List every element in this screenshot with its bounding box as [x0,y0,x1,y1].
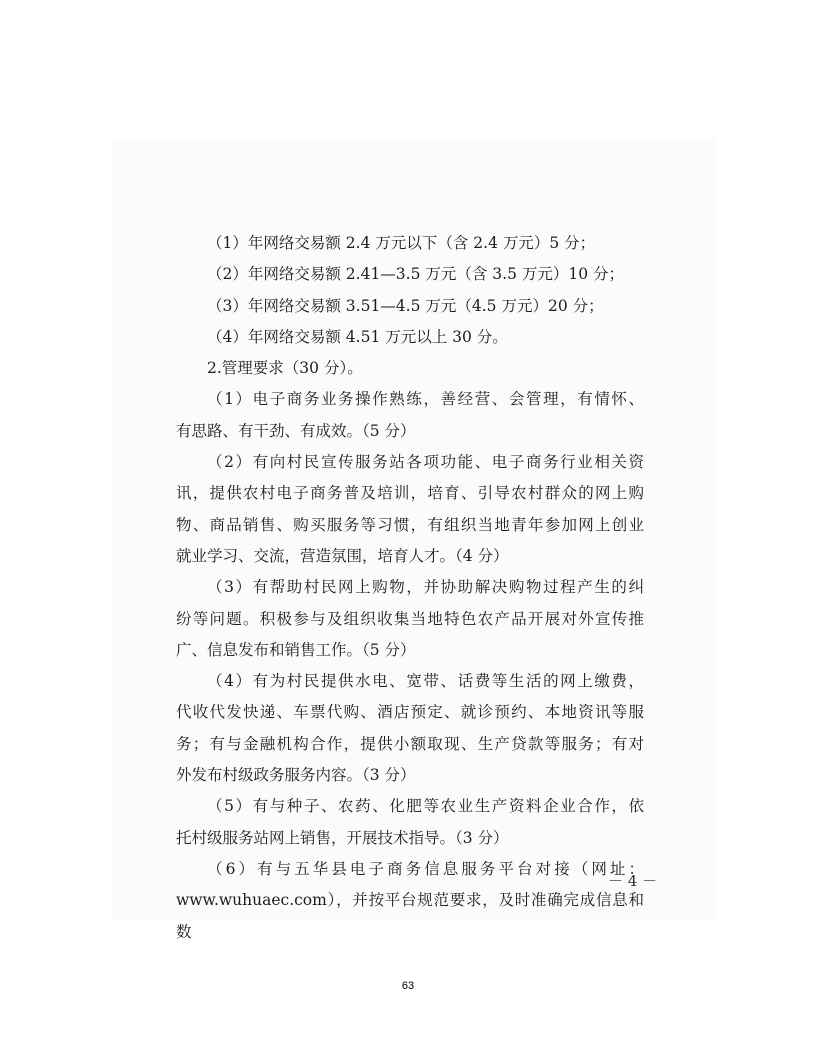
text-line: （1）年网络交易额 2.4 万元以下（含 2.4 万元）5 分； [207,234,596,252]
paragraph-line: （4）有为村民提供水电、宽带、话费等生活的网上缴费， [207,672,644,691]
section-heading: 2.管理要求（30 分）。 [207,359,363,378]
page-number: － 4 － [608,872,658,890]
paragraph-line: 广、信息发布和销售工作。（5 分） [176,640,416,659]
paragraph-line: 物、商品销售、购买服务等习惯，有组织当地青年参加网上创业 [176,515,644,534]
paragraph-line: （6）有与五华县电子商务信息服务平台对接（网址： [207,859,644,878]
document-body [176,228,644,948]
text-line: （2）年网络交易额 2.41—3.5 万元（含 3.5 万元）10 分； [207,265,625,284]
paragraph-line: 就业学习、交流，营造氛围，培育人才。（4 分） [176,546,509,565]
paragraph-line: 纷等问题。积极参与及组织收集当地特色农产品开展对外宣传推 [176,609,644,628]
footer-page-number: 63 [401,980,415,992]
paragraph-line: 托村级服务站网上销售，开展技术指导。（3 分） [176,828,509,847]
paragraph-line: 有思路、有干劲、有成效。（5 分） [176,421,416,440]
paragraph-line: www.wuhuaec.com），并按平台规范要求，及时准确完成信息和数 [176,891,644,941]
paragraph-line: （1）电子商务业务操作熟练，善经营、会管理，有情怀、 [207,390,644,409]
paragraph-line: （2）有向村民宣传服务站各项功能、电子商务行业相关资 [207,453,644,472]
text-line: （4）年网络交易额 4.51 万元以上 30 分。 [207,327,508,346]
paragraph-line: 代收代发快递、车票代购、酒店预定、就诊预约、本地资讯等服 [176,703,644,722]
paragraph-line: （3）有帮助村民网上购物，并协助解决购物过程产生的纠 [207,578,644,597]
paragraph-line: 外发布村级政务服务内容。（3 分） [176,766,416,785]
text-line: （3）年网络交易额 3.51—4.5 万元（4.5 万元）20 分； [207,296,604,315]
paragraph-line: （5）有与种子、农药、化肥等农业生产资料企业合作，依 [207,797,644,816]
paragraph-line: 讯，提供农村电子商务普及培训，培育、引导农村群众的网上购 [176,484,644,503]
paragraph-line: 务；有与金融机构合作，提供小额取现、生产贷款等服务；有对 [176,734,644,753]
